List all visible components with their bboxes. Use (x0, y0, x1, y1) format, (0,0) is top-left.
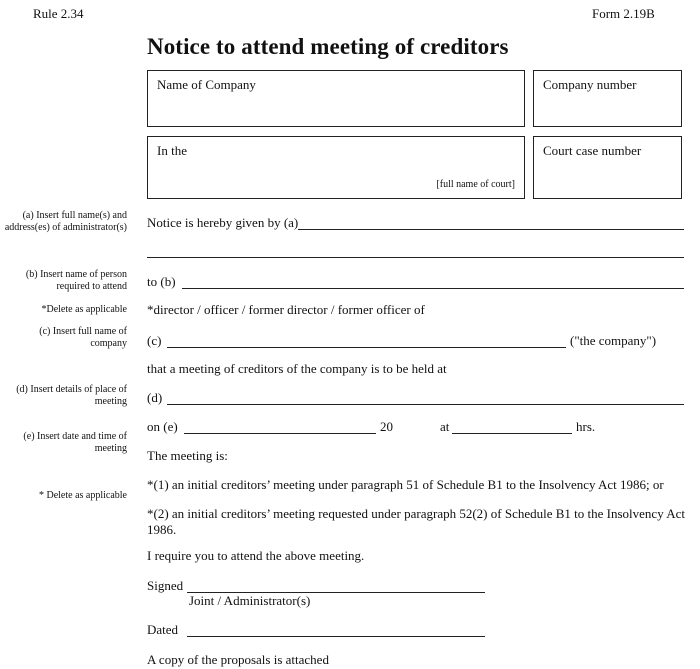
margin-note-d (16, 384, 127, 408)
meeting-is-text: The meeting is: (147, 448, 228, 463)
signed-label: Signed (147, 578, 184, 593)
notice-given-text: Notice is hereby given by (a) (147, 215, 299, 230)
signatory-caption: Joint / Administrator(s) (189, 593, 311, 608)
require-attendance-text: I require you to attend the above meeting. (147, 548, 365, 563)
page-title: Notice to attend meeting of creditors (147, 34, 509, 59)
margin-note-c-line1: (c) Insert full name of (39, 326, 127, 337)
meeting-date-field[interactable] (184, 433, 376, 434)
company-suffix-text: ("the company") (570, 333, 657, 348)
company-number-label: Company number (543, 77, 637, 92)
rule-reference: Rule 2.34 (33, 6, 84, 21)
margin-note-delete-1: *Delete as applicable (41, 304, 127, 315)
option-1-text: *(1) an initial creditors’ meeting under paragraph 51 of Schedule B1 to the Insolvency Act 1986; or (147, 477, 664, 492)
company-name-field[interactable] (167, 347, 566, 348)
margin-note-d-line1: (d) Insert details of place of (16, 384, 127, 395)
dated-label: Dated (147, 622, 179, 637)
margin-note-a-line1: (a) Insert full name(s) and (22, 210, 127, 221)
court-case-label: Court case number (543, 143, 642, 158)
court-case-box[interactable] (533, 136, 682, 199)
company-number-box[interactable] (533, 70, 682, 127)
form-number: Form 2.19B (592, 6, 655, 21)
margin-note-e-line1: (e) Insert date and time of (23, 431, 127, 442)
to-text: to (b) (147, 274, 176, 289)
margin-note-e (23, 431, 127, 455)
margin-note-e-line2: meeting (94, 443, 127, 454)
hrs-text: hrs. (576, 419, 596, 434)
administrator-name-field[interactable] (298, 229, 684, 230)
capacity-text: *director / officer / former director / former officer of (147, 302, 425, 317)
company-name-label: Name of Company (157, 77, 256, 92)
margin-note-c-line2: company (90, 338, 127, 349)
option-2-line-2: 1986. (147, 522, 177, 537)
margin-note-b-line1: (b) Insert name of person (25, 269, 127, 280)
court-box[interactable] (147, 136, 525, 199)
option-2-line-1: *(2) an initial creditors’ meeting requested under paragraph 52(2) of Schedule B1 to the Insolvency Act (147, 506, 686, 521)
margin-note-delete-2: * Delete as applicable (38, 490, 127, 501)
company-prefix-text: (c) (147, 333, 162, 348)
on-prefix-text: on (e) (147, 419, 178, 434)
date-field[interactable] (187, 636, 485, 637)
margin-note-b-line2: required to attend (56, 281, 127, 292)
court-note: [full name of court] (436, 179, 515, 190)
court-label: In the (157, 143, 187, 158)
margin-note-d-line2: meeting (94, 396, 127, 407)
meeting-place-field[interactable] (167, 404, 684, 405)
person-required-field[interactable] (182, 288, 684, 289)
meeting-held-text: that a meeting of creditors of the company is to be held at (147, 361, 447, 376)
at-text: at (440, 419, 450, 434)
proposals-attached-text: A copy of the proposals is attached (147, 652, 329, 667)
company-name-box[interactable] (147, 70, 525, 127)
meeting-time-field[interactable] (452, 433, 572, 434)
administrator-address-field[interactable] (147, 257, 684, 258)
margin-note-b (26, 269, 127, 293)
margin-note-c (39, 326, 127, 350)
place-prefix-text: (d) (147, 390, 163, 405)
year-text: 20 (380, 419, 393, 434)
margin-note-a (5, 210, 127, 234)
margin-note-a-line2: address(es) of administrator(s) (4, 222, 127, 233)
